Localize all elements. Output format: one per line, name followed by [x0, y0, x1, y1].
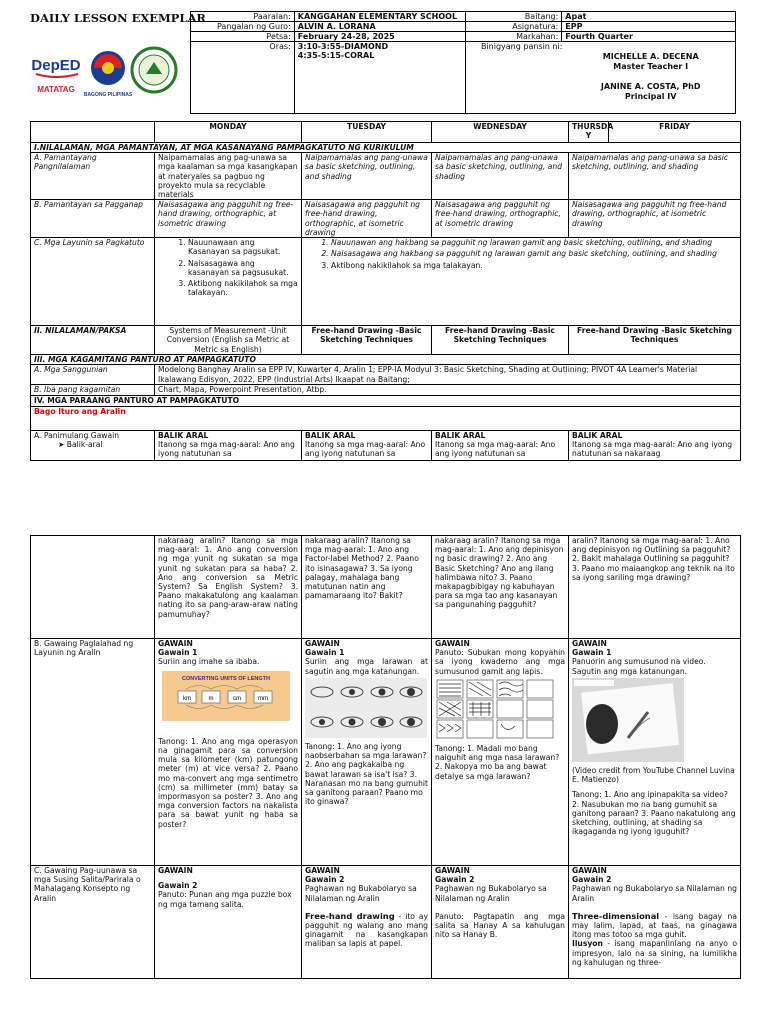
header-label: Baitang: — [466, 12, 562, 22]
day-monday: MONDAY — [155, 122, 302, 143]
wednesday-cell: Naipamamalas ang pang-unawa sa basic sketching, outlining, and shading — [432, 153, 569, 200]
binigyang-label: Binigyang pansin ni: — [480, 42, 563, 51]
signatory-1-title: Master Teacher I — [613, 62, 689, 71]
row-label: B. Iba pang kagamitan — [31, 385, 155, 395]
deped-logo-text: DepED — [31, 57, 81, 74]
wednesday-topic: Free-hand Drawing -Basic Sketching Techniques — [432, 326, 569, 355]
row-label: C. Gawaing Pag-uunawa sa mga Susing Salita/Parirala o Mahalagang Konsepto ng Aralin — [31, 866, 155, 979]
matatag-logo-text: MATATAG — [37, 85, 75, 94]
rest-objectives — [302, 238, 741, 326]
friday-cell: GAWAIN Gawain 2 Paghawan ng Bukabolaryo sa Nilalaman ng Aralin Three-dimensional - isang bagay na may lalim, lapad, at taas, na ginagawa itong mas totoo sa mga guhit. Ilusyon - isang mapanlinlang na anyo o impresyon, lalo na sa sining, na lumilikha ng kahulugan ng three- — [569, 866, 741, 979]
quarter-value: Fourth Quarter — [562, 32, 736, 42]
monday-cell: GAWAIN Gawain 2 Panuto: Punan ang mga puzzle box ng mga tamang salita. — [155, 866, 302, 979]
vocab-term: Ilusyon — [572, 939, 603, 949]
date-value: February 24-28, 2025 — [294, 32, 466, 42]
vocab-term: Free-hand drawing — [305, 910, 395, 921]
monday-cell: Naipamamalas ang pag-unawa sa mga kaalaman sa mga kasangkapan at materyales sa pagbuo ng proyekto mula sa recyclable materials — [155, 153, 302, 200]
objective-item: 3. Aktibong nakikilahok sa mga talakayan. — [188, 279, 298, 297]
logo-area — [28, 40, 180, 106]
row-pamantayang-pangnilalaman — [31, 153, 741, 200]
tuesday-cell: GAWAIN Gawain 1 Suriin ang mga larawan at sagutin ang mga katanungan. Tanong: 1. Ano ang iyong naobserbahan sa mga larawan? 2. Ano ang pagkakaiba ng bawat larawan sa isa't isa? 3. Naranasan mo na bang gumuhit sa ganitong paraan? Paano mo ito ginawa? — [302, 639, 432, 866]
signatory-1-name: MICHELLE A. DECENA — [602, 52, 699, 61]
header-label: Asignatura: — [466, 22, 562, 32]
monday-topic: Systems of Measurement -Unit Conversion (English sa Metric at Metric sa English) — [155, 326, 302, 355]
time-line: 4:35-5:15-CORAL — [297, 51, 375, 60]
lesson-grid-page-2 — [30, 535, 741, 979]
sub-label: Balik-aral — [66, 439, 103, 449]
bagong-pilipinas-text: BAGONG PILIPINAS — [83, 92, 133, 98]
pattern-copy-images — [435, 678, 565, 742]
unit-m: m — [208, 695, 214, 702]
day-wednesday: WEDNESDAY — [432, 122, 569, 143]
friday-cell: BALIK ARAL Itanong sa mga mag-aaral: Ano ang iyong natutunan sa nakaraag — [569, 430, 741, 460]
signatory-2-name: JANINE A. COSTA, PhD — [600, 82, 701, 91]
objective-item: 2. Naisasagawa ang hakbang sa pagguhit ng larawan gamit ang basic sketching, outlining, and shading — [331, 249, 737, 258]
tuesday-cell: Naisasagawa ang pagguhit ng free-hand drawing, orthographic, at isometric drawing — [302, 200, 432, 238]
deped-logo — [30, 48, 82, 94]
monday-cell: nakaraag aralin? Itanong sa mga mag-aaral: 1. Ano ang conversion ng mga yunit ng sukatan sa mga yunit ng sukatan para sa haba? 2. Ano ang conversion sa Metric System? Sa English System? 3. Paano makakatulong ang kaalaman nating ito sa pang-araw-araw nating pamumuhay? — [155, 536, 302, 639]
teacher-value: ALVIN A. LORANA — [294, 22, 466, 32]
grade-value: Apat — [562, 12, 736, 22]
school-value: KANGGAHAN ELEMENTARY SCHOOL — [294, 12, 466, 22]
header-label: Oras: — [191, 42, 295, 114]
friday-cell: GAWAIN Gawain 1 Panuorin ang sumusunod na video. Sagutin ang mga katanungan. (Video credit from YouTube Channel Luvina E. Matienzo) Tanong: 1. Ano ang ipinapakita sa video? 2. Nasubukan mo na bang gumuhit sa ganitong paraan? 3. Paano nakatulong ang sketching, outlining, at shading sa ikagaganda ng iyong iguguhit? — [569, 639, 741, 866]
objective-item: 1. Nauunawaan ang Kasanayan sa pagsukat. — [188, 238, 298, 256]
time-value — [294, 42, 466, 114]
friday-cell: aralin? Itanong sa mga mag-aaral: 1. Ano ang depinisyon ng Outlining sa pagguhit? 2. Bakit mahalaga Outlining sa pagguhit? 3. Paano mo maiaangkop ang teknik na ito sa iyong sariling mga drawing? — [569, 536, 741, 639]
tuesday-cell: nakaraag aralin? Itanong sa mga mag-aaral: 1. Ano ang Factor-label Method? 2. Paano ito isinasagawa? 3. Sa iyong palagay, mahalaga bang matutunan natin ang pamamaraang ito? Bakit? — [302, 536, 432, 639]
section-1-heading: I.NILALAMAN, MGA PAMANTAYAN, AT MGA KASANAYANG PAMPAGKATUTO NG KURIKULUM — [31, 143, 741, 153]
row-label: A. Pamantayang Pangnilalaman — [31, 153, 155, 200]
header-row — [191, 22, 736, 32]
friday-cell: Naisasagawa ang pagguhit ng free-hand drawing, orthographic, at isometric drawing — [569, 200, 741, 238]
row-label: A. Mga Sanggunian — [31, 365, 155, 385]
row-label: B. Gawaing Paglalahad ng Layunin ng Aralin — [31, 639, 155, 866]
unit-mm: mm — [258, 695, 268, 702]
objective-item: 1. Nauunawan ang hakbang sa pagguhit ng larawan gamit ang basic sketching, outlining, and shading — [331, 238, 737, 247]
friday-topic: Free-hand Drawing -Basic Sketching Techniques — [569, 326, 741, 355]
day-friday: FRIDAY — [609, 122, 741, 143]
objective-item: 3. Aktibong nakikilahok sa mga talakayan. — [331, 261, 737, 270]
wednesday-cell: Naisasagawa ang pagguhit ng free-hand drawing, orthographic, at isometric drawing — [432, 200, 569, 238]
materials-cell: Chart, Mapa, Powerpoint Presentation, Atbp. — [155, 385, 741, 395]
row-label: C. Mga Layunin sa Pagkatuto — [31, 238, 155, 326]
unit-km: km — [183, 695, 191, 702]
vocab-definition: - isang mapanlinlang na anyo o impresyon, lalo na sa sining, na lumilikha ng kahulugan ng three- — [572, 939, 737, 967]
header-info-table — [190, 11, 736, 114]
poster-title: CONVERTING UNITS OF LENGTH — [182, 675, 270, 682]
time-line: 3:10-3:55-DIAMOND — [297, 42, 389, 51]
monday-cell: Naisasagawa ang pagguhit ng free-hand drawing, orthographic, at isometric drawing — [155, 200, 302, 238]
wednesday-cell: GAWAIN Panuto: Subukan mong kopyahin sa iyong kwaderno ang mga sumusunod gamit ang lapis. Tanong: 1. Madali mo bang naiguhit ang mga nasa larawan? 2. Nakopya mo ba ang bawat detalye sa mga larawan? — [432, 639, 569, 866]
wednesday-cell: GAWAIN Gawain 2 Paghawan ng Bukabolaryo sa Nilalaman ng Aralin Panuto: Pagtapatin ang mga salita sa Hanay A sa kahulugan nito sa Hanay B. — [432, 866, 569, 979]
row-mga-layunin — [31, 238, 741, 326]
section-2-heading: II. NILALAMAN/PAKSA — [31, 326, 155, 355]
day-header-row — [31, 122, 741, 143]
monday-cell: BALIK ARAL Itanong sa mga mag-aaral: Ano ang iyong natutunan sa — [155, 430, 302, 460]
header-row — [191, 12, 736, 22]
row-pamantayan-sa-pagganap — [31, 200, 741, 238]
bagong-pilipinas-logo — [84, 51, 133, 98]
bago-ituro-heading: Bago Ituro ang Aralin — [31, 406, 741, 430]
row-balik-aral-continued — [31, 536, 741, 639]
row-sanggunian — [31, 365, 741, 385]
row-panimulang-gawain — [31, 430, 741, 460]
friday-cell: Naipamamalas ang pang-unawa sa basic sketching, outlining, and shading — [569, 153, 741, 200]
unit-cm: cm — [233, 695, 241, 702]
units-of-length-poster — [158, 669, 298, 723]
header-row — [191, 42, 736, 114]
row-nilalaman — [31, 326, 741, 355]
header-label: Markahan: — [466, 32, 562, 42]
header-label: Pangalan ng Guro: — [191, 22, 295, 32]
header-label: Paaralan: — [191, 12, 295, 22]
vocab-definition: - ito ay pagguhit ng walang ano mang ginagamit na kasangkapan maliban sa lapis at papel. — [305, 911, 428, 949]
header-row — [191, 32, 736, 42]
objective-item: 2. Naisasagawa ang kasanayan sa pagsusukat. — [188, 259, 298, 277]
school-seal — [132, 48, 176, 92]
tuesday-cell: BALIK ARAL Itanong sa mga mag-aaral: Ano ang iyong natutunan sa — [302, 430, 432, 460]
monday-objectives — [155, 238, 302, 326]
tuesday-topic: Free-hand Drawing -Basic Sketching Techniques — [302, 326, 432, 355]
references-cell: Modelong Banghay Aralin sa EPP IV, Kuwarter 4, Aralin 1; EPP-IA Modyul 3: Basic Sketching, Shading at Outlining; PIVOT 4A Learner's Material Ikalawang Edisyon, 2022, EPP (Industrial Arts) Ikaapat na Baitang; — [155, 365, 741, 385]
lesson-grid-page-1 — [30, 121, 741, 461]
wednesday-cell: nakaraag aralin? Itanong sa mga mag-aaral: 1. Ano ang depinisyon ng basic drawing? 2. Ano ang Basic Sketching? Ano ang ilang halimbawa nito? 3. Paano makapagbibigay ng kabuhayan para sa mga tao ang kasanayan sa pangunahing pagguhit? — [432, 536, 569, 639]
row-gawaing-paglalahad — [31, 639, 741, 866]
eye-sketch-images — [305, 678, 428, 740]
row-label: B. Pamantayan sa Pagganap — [31, 200, 155, 238]
signatory-2-title: Principal IV — [624, 92, 677, 101]
wednesday-cell: BALIK ARAL Itanong sa mga mag-aaral: Ano ang iyong natutunan sa — [432, 430, 569, 460]
drawing-video-thumbnail[interactable] — [572, 678, 737, 764]
tuesday-cell: Naipamamalas ang pang-unawa sa basic sketching, outlining, and shading — [302, 153, 432, 200]
row-gawaing-pag-uunawa — [31, 866, 741, 979]
row-iba-pang-kagamitan — [31, 385, 741, 395]
row-label: A. Panimulang Gawain ➤ Balik-aral — [31, 430, 155, 460]
header-label: Petsa: — [191, 32, 295, 42]
document-title: DAILY LESSON EXEMPLAR — [30, 11, 206, 25]
section-4-heading: IV. MGA PARAANG PANTURO AT PAMPAGKATUTO — [31, 395, 741, 406]
tuesday-cell: GAWAIN Gawain 2 Paghawan ng Bukabolaryo sa Nilalaman ng Aralin Free-hand drawing - ito ay pagguhit ng walang ano mang ginagamit na kasangkapan maliban sa lapis at papel. — [302, 866, 432, 979]
signatory-cell — [466, 42, 736, 114]
day-thursday: THURSDA Y — [569, 122, 609, 143]
vocab-term: Three-dimensional — [572, 910, 660, 921]
subject-value: EPP — [562, 22, 736, 32]
vocab-definition: - isang bagay na may lalim, lapad, at taas, na ginagawa itong mas totoo sa mga guhit. — [572, 911, 737, 940]
monday-cell: GAWAIN Gawain 1 Suriin ang imahe sa ibaba. CONVERTING UNITS OF LENGTH km m cm mm Tanong: 1. Ano ang mga operasyon na ginagamit para sa conversion mula sa kilometer (km) patungong meter (m) at vice versa? 2. Paano mo ma-convert ang mga sentimetro (cm) sa millimeter (mm) batay sa impormasyon sa poster? 3. Ano ang mga conversion factors na nakalista para sa bawat yunit ng haba sa poster? — [155, 639, 302, 866]
section-3-heading: III. MGA KAGAMITANG PANTURO AT PAMPAGKATUTO — [31, 355, 741, 365]
day-tuesday: TUESDAY — [302, 122, 432, 143]
